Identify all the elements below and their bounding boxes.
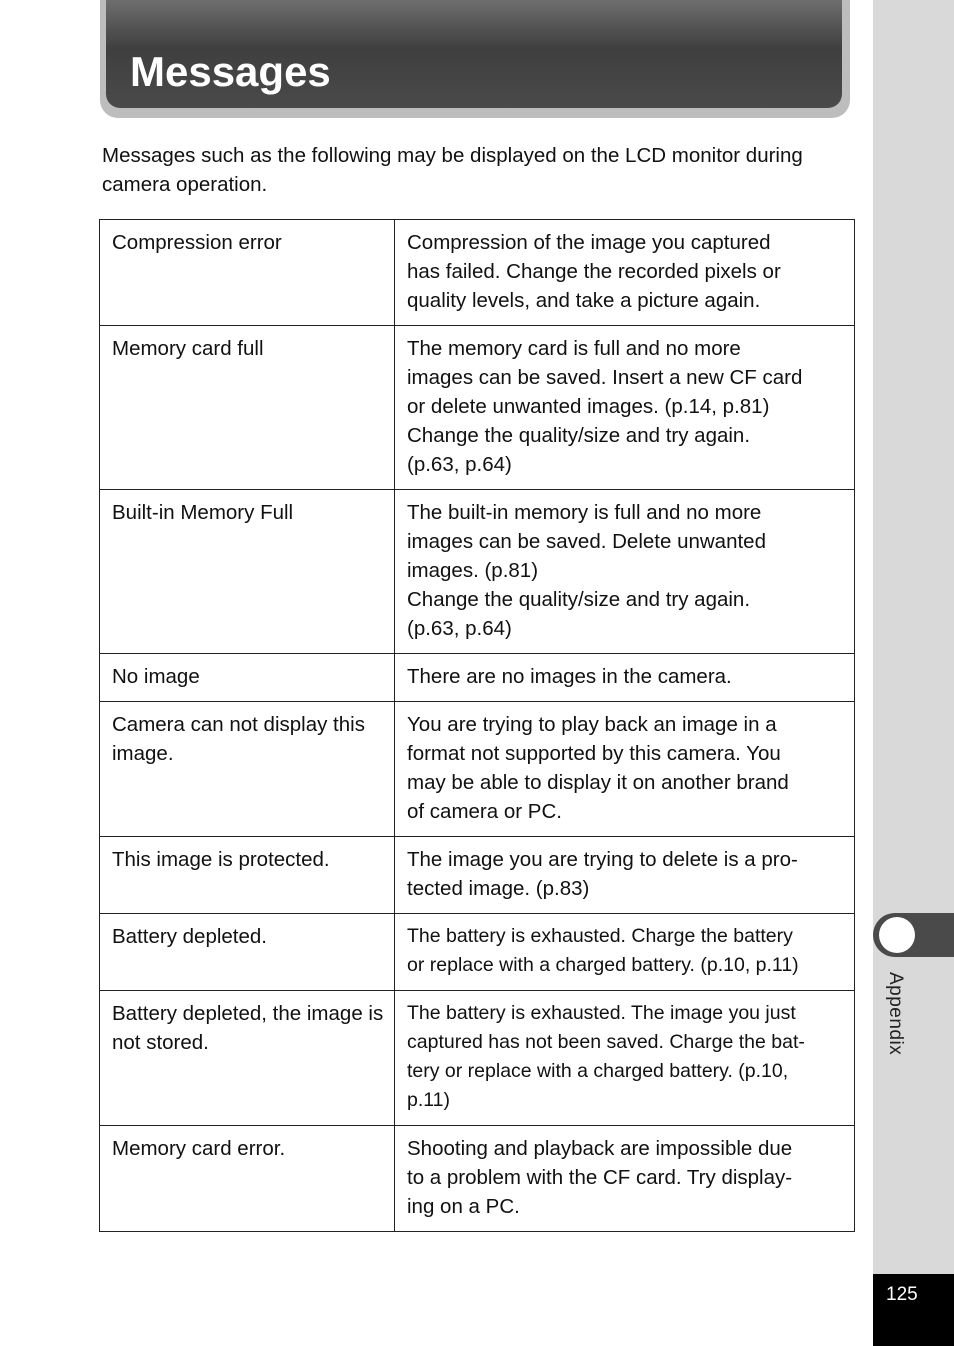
message-cell: Built-in Memory Full <box>100 490 395 654</box>
side-strip <box>873 0 954 1346</box>
message-cell: This image is protected. <box>100 837 395 914</box>
description-cell: There are no images in the camera. <box>395 654 855 702</box>
description-cell: The built-in memory is full and no more images can be saved. Delete unwanted images. (p.81) Change the quality/size and try again. (p.63, p.64) <box>395 490 855 654</box>
table-row <box>100 914 855 991</box>
message-cell: No image <box>100 654 395 702</box>
table-row <box>100 702 855 837</box>
message-cell: Compression error <box>100 220 395 326</box>
page-number: 125 <box>886 1284 918 1305</box>
message-cell: Battery depleted. <box>100 914 395 991</box>
description-cell: The battery is exhausted. The image you just captured has not been saved. Charge the bat- tery or replace with a charged battery. (p.10, p.11) <box>395 991 855 1126</box>
intro-paragraph: Messages such as the following may be displayed on the LCD monitor during camera operation. <box>102 144 803 196</box>
description-cell: You are trying to play back an image in a format not supported by this camera. You may be able to display it on another brand of camera or PC. <box>395 702 855 837</box>
message-cell: Camera can not display this image. <box>100 702 395 837</box>
message-cell: Memory card full <box>100 326 395 490</box>
message-cell: Memory card error. <box>100 1126 395 1232</box>
message-cell: Battery depleted, the image is not stored. <box>100 991 395 1126</box>
description-cell: Compression of the image you captured has failed. Change the recorded pixels or quality levels, and take a picture again. <box>395 220 855 326</box>
table-row <box>100 837 855 914</box>
table-row <box>100 490 855 654</box>
table-row <box>100 654 855 702</box>
circle-tab-icon <box>879 917 915 953</box>
table-row <box>100 326 855 490</box>
description-cell: The battery is exhausted. Charge the battery or replace with a charged battery. (p.10, p.11) <box>395 914 855 991</box>
description-cell: The memory card is full and no more images can be saved. Insert a new CF card or delete unwanted images. (p.14, p.81) Change the quality/size and try again. (p.63, p.64) <box>395 326 855 490</box>
description-cell: The image you are trying to delete is a pro- tected image. (p.83) <box>395 837 855 914</box>
messages-table <box>99 219 855 1232</box>
table-row <box>100 991 855 1126</box>
section-label: Appendix <box>885 972 906 1056</box>
page-title: Messages <box>130 48 331 95</box>
description-cell: Shooting and playback are impossible due to a problem with the CF card. Try display- ing on a PC. <box>395 1126 855 1232</box>
table-row <box>100 1126 855 1232</box>
table-row <box>100 220 855 326</box>
